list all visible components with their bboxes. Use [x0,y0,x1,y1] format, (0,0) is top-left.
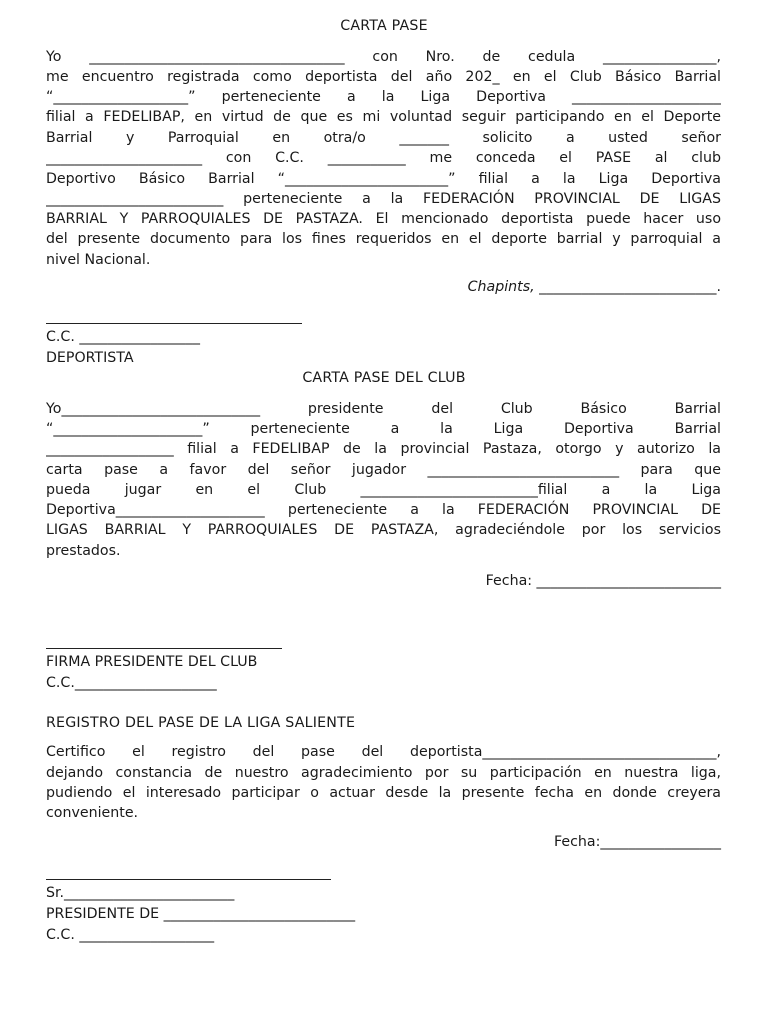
club-line-7: LIGAS BARRIAL Y PARROQUIALES DE PASTAZA, agradeciéndole por los servicios [46,522,721,538]
club-line-4: carta pase a favor del señor jugador ___________________________ para que [46,462,721,478]
deportista-signature-line [46,323,302,324]
club-line-2: “_____________________” perteneciente a la Liga Deportiva Barrial [46,421,721,437]
registro-cc-label: C.C. ___________________ [46,927,215,943]
registro-sr-label: Sr.________________________ [46,885,235,901]
registro-line-3: pudiendo el interesado participar o actuar desde la presente fecha en donde creyera [46,785,721,801]
club-line-1: Yo____________________________ presidente del Club Básico Barrial [46,401,721,417]
carta-pase-line-8: _________________________ perteneciente a la FEDERACIÓN PROVINCIAL DE LIGAS [46,191,721,207]
carta-pase-title: CARTA PASE [340,18,428,34]
club-cc-label: C.C.____________________ [46,675,217,691]
carta-pase-line-3: “___________________” perteneciente a la Liga Deportiva _____________________ [46,89,721,105]
carta-pase-club-title: CARTA PASE DEL CLUB [302,370,466,386]
deportista-cc-label: C.C. _________________ [46,329,200,345]
club-line-3: __________________ filial a FEDELIBAP de la provincial Pastaza, otorgo y autorizo la [46,441,721,457]
registro-last-line: conveniente. [46,805,139,821]
place-blank: _________________________. [539,279,721,295]
carta-pase-line-6: ______________________ con C.C. ___________ me conceda el PASE al club [46,150,721,166]
carta-pase-line-5: Barrial y Parroquial en otra/o _______ solicito a usted señor [46,130,721,146]
deportista-role-label: DEPORTISTA [46,350,134,366]
club-last-line: prestados. [46,543,121,559]
registro-signature-line [46,879,331,880]
carta-pase-line-4: filial a FEDELIBAP, en virtud de que es mi voluntad seguir participando en el Deporte [46,109,721,125]
registro-line-2: dejando constancia de nuestro agradecimiento por su participación en nuestra liga, [46,765,721,781]
carta-pase-line-9: BARRIAL Y PARROQUIALES DE PASTAZA. El mencionado deportista puede hacer uso [46,211,721,227]
club-line-5: pueda jugar en el Club _________________________filial a la Liga [46,482,721,498]
registro-date: Fecha:_________________ [554,834,721,850]
registro-title: REGISTRO DEL PASE DE LA LIGA SALIENTE [46,715,356,731]
carta-pase-line-2: me encuentro registrada como deportista del año 202_ en el Club Básico Barrial [46,69,721,85]
place-label: Chapints, [467,279,540,295]
carta-pase-last-line: nivel Nacional. [46,252,151,268]
registro-presidente-label: PRESIDENTE DE ___________________________ [46,906,356,922]
club-date: Fecha: __________________________ [485,573,721,589]
club-president-signature-line [46,648,282,649]
carta-pase-place-row [468,277,721,297]
registro-line-1: Certifico el registro del pase del deportista_________________________________, [46,744,721,760]
carta-pase-line-7: Deportivo Básico Barrial “_______________________” filial a la Liga Deportiva [46,171,721,187]
club-signature-label: FIRMA PRESIDENTE DEL CLUB [46,654,258,670]
carta-pase-line-10: del presente documento para los fines requeridos en el deporte barrial y parroquial a [46,231,721,247]
club-line-6: Deportiva_____________________ perteneciente a la FEDERACIÓN PROVINCIAL DE [46,502,721,518]
carta-pase-line-1: Yo ____________________________________ con Nro. de cedula ________________, [46,49,721,65]
